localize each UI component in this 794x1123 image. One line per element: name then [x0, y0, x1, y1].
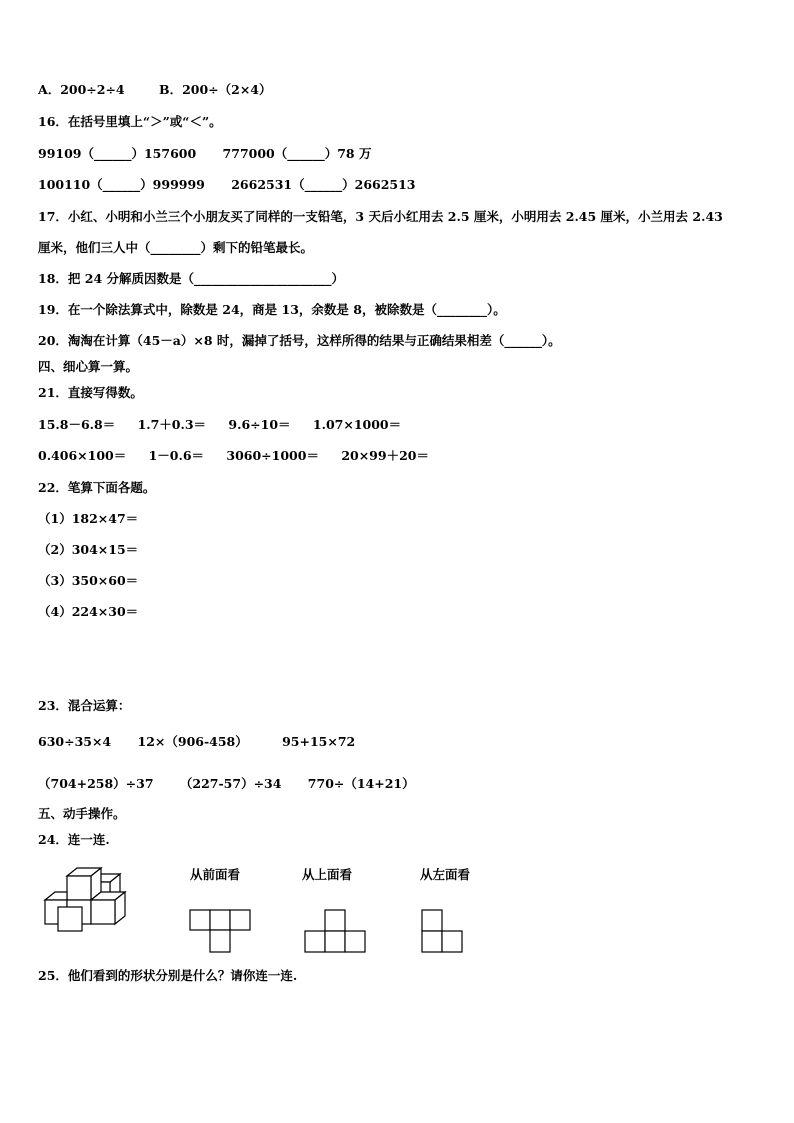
- cube-face: [67, 876, 91, 900]
- cube-face: [91, 900, 115, 924]
- front-view-shape: [189, 909, 251, 953]
- q16-stem: 16．在括号里填上“＞”或“＜”。: [38, 114, 222, 129]
- q16-row1: [38, 146, 371, 162]
- q15-option-a: A．200÷2÷4: [38, 82, 125, 97]
- q23-expr: 630÷35×4: [38, 734, 112, 749]
- view-square: [325, 931, 345, 952]
- q15-option-b: B．200÷（2×4）: [159, 82, 272, 97]
- view-square: [190, 910, 210, 930]
- q16-blank-2: 777000（______）78 万: [222, 146, 372, 161]
- q21-row1: [38, 417, 401, 433]
- q16-row2: [38, 177, 416, 193]
- cube-face: [45, 892, 67, 900]
- q21-item: 9.6÷10＝: [228, 417, 291, 432]
- q21-item: 0.406×100＝: [38, 448, 127, 463]
- q23-row1: [38, 734, 355, 750]
- q21-item: 1.7＋0.3＝: [137, 417, 207, 432]
- q21-item: 1.07×1000＝: [312, 417, 402, 432]
- section-5-heading: 五、动手操作。: [38, 806, 126, 821]
- q23-expr: （227-57）÷34: [179, 776, 282, 791]
- top-view-shape: [304, 909, 366, 953]
- q22-item-3: （3）350×60＝: [38, 573, 139, 588]
- q23-stem: 23．混合运算：: [38, 698, 131, 713]
- view-square: [422, 910, 442, 931]
- left-view-shape: [421, 909, 465, 953]
- q25: 25．他们看到的形状分别是什么？请你连一连.: [38, 968, 298, 983]
- view-square: [325, 910, 345, 931]
- q17-line1: 17．小红、小明和小兰三个小朋友买了同样的一支铅笔，3 天后小红用去 2.5 厘米，小明用去 2.45 厘米，小兰用去 2.43: [38, 209, 723, 224]
- q21-item: 1－0.6＝: [148, 448, 205, 463]
- q22-stem: 22．笔算下面各题。: [38, 480, 156, 495]
- view-square: [442, 931, 462, 952]
- q16-blank-3: 100110（______）999999: [38, 177, 205, 192]
- q21-item: 3060÷1000＝: [226, 448, 319, 463]
- q16-blank-4: 2662531（______）2662513: [231, 177, 416, 192]
- q23-row2: [38, 776, 415, 792]
- q23-expr: （704+258）÷37: [38, 776, 154, 791]
- view-square: [345, 931, 365, 952]
- cube-arrangement-figure: [40, 862, 140, 937]
- q17-line2: 厘米，他们三人中（________）剩下的铅笔最长。: [38, 240, 314, 255]
- q21-item: 20×99＋20＝: [341, 448, 429, 463]
- view-label-top: 从上面看: [302, 867, 353, 882]
- view-square: [230, 910, 250, 930]
- section-4-heading: 四、细心算一算。: [38, 359, 139, 374]
- q23-expr: 770÷（14+21）: [307, 776, 415, 791]
- cube-face: [58, 907, 82, 931]
- view-square: [210, 930, 230, 952]
- q22-item-4: （4）224×30＝: [38, 604, 139, 619]
- view-label-left: 从左面看: [420, 867, 471, 882]
- q21-row2: [38, 448, 429, 464]
- q23-expr: 95+15×72: [282, 734, 356, 749]
- q24-stem: 24．连一连.: [38, 832, 110, 847]
- q20: 20．淘淘在计算（45－a）×8 时，漏掉了括号，这样所得的结果与正确结果相差（______）。: [38, 333, 561, 348]
- q22-item-1: （1）182×47＝: [38, 511, 139, 526]
- q23-expr: 12×（906-458）: [137, 734, 248, 749]
- view-square: [210, 910, 230, 930]
- q15-options: [38, 82, 272, 98]
- view-square: [305, 931, 325, 952]
- q22-item-2: （2）304×15＝: [38, 542, 139, 557]
- q19: 19．在一个除法算式中，除数是 24，商是 13，余数是 8，被除数是（________）。: [38, 302, 506, 317]
- view-label-front: 从前面看: [190, 867, 241, 882]
- q21-stem: 21．直接写得数。: [38, 385, 143, 400]
- view-square: [422, 931, 442, 952]
- q16-blank-1: 99109（______）157600: [38, 146, 197, 161]
- q21-item: 15.8－6.8＝: [38, 417, 116, 432]
- q18: 18．把 24 分解质因数是（______________________）: [38, 271, 344, 286]
